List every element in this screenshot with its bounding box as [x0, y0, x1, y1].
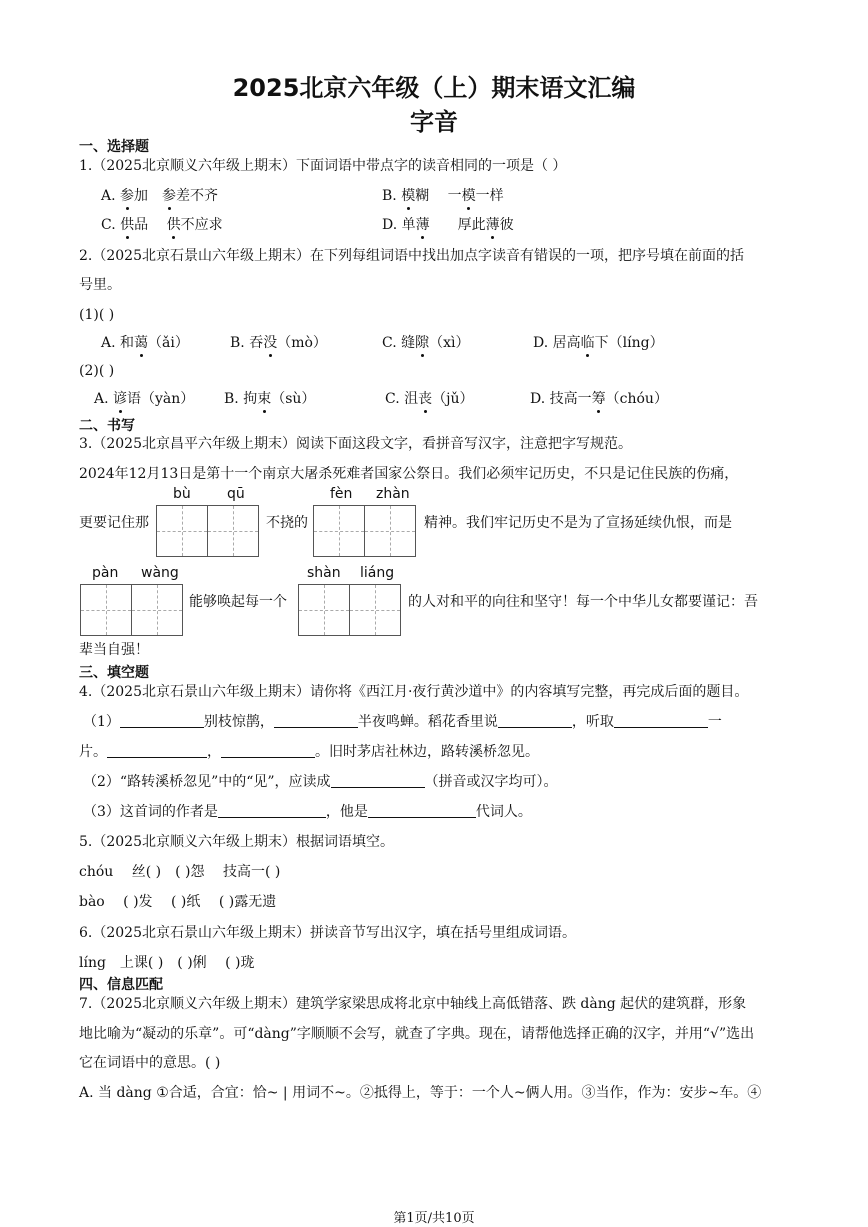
section-heading-writing: 二、书写: [79, 418, 135, 434]
q4-line-1: （1） 别枝惊鹊， 半夜鸣蝉。稻花香里说 ，听取 一: [83, 714, 722, 730]
writing-grid-fenzhan[interactable]: [313, 505, 415, 557]
writing-grid-panwang[interactable]: [80, 584, 182, 636]
q7-line-3: 它在词语中的意思。( ): [79, 1055, 221, 1071]
q2-part2-option-c: C. 沮丧（jǔ）: [385, 391, 474, 407]
q1-option-b: B. 模糊 一模一样: [382, 188, 504, 204]
writing-grid-buqu[interactable]: [156, 505, 258, 557]
q5-line-chou: chóu 丝( ) ( )怨 技高一( ): [79, 864, 281, 880]
q6-stem: 6.（2025北京石景山六年级上期末）拼读音节写出汉字，填在括号里组成词语。: [79, 925, 576, 941]
q2-part1-option-a: A. 和蔼（ǎi）: [101, 335, 189, 351]
blank[interactable]: [107, 743, 207, 758]
page-subtitle: 字音: [410, 108, 458, 136]
blank[interactable]: [614, 713, 708, 728]
q2-stem-line2: 号里。: [79, 277, 121, 293]
q4-line-3: （2）“路转溪桥忽见”中的“见”，应读成 （拼音或汉字均可）。: [83, 774, 558, 790]
grid-cell[interactable]: [207, 505, 259, 557]
pinyin-wang: wàng: [141, 565, 179, 581]
blank[interactable]: [221, 743, 315, 758]
q2-part1-option-c: C. 缝隙（xì）: [382, 335, 470, 351]
blank[interactable]: [274, 713, 358, 728]
q2-part2-option-a: A. 谚语（yàn）: [94, 391, 195, 407]
blank[interactable]: [368, 803, 476, 818]
q3-text-6: 辈当自强！: [79, 642, 149, 658]
pinyin-pan: pàn: [92, 565, 119, 581]
pinyin-shan: shàn: [307, 565, 341, 581]
pinyin-fen: fèn: [330, 486, 353, 502]
blank[interactable]: [120, 713, 204, 728]
blank[interactable]: [498, 713, 572, 728]
q1-option-c: C. 供品 供不应求: [101, 217, 223, 233]
q4-line-4: （3）这首词的作者是 ，他是 代词人。: [83, 804, 532, 820]
q3-text-4: 能够唤起每一个: [189, 594, 287, 610]
pinyin-liang: liáng: [360, 565, 395, 581]
q7-line-4: A. 当 dàng ①合适，合宜：恰~ | 用词不~。②抵得上，等于：一个人~俩人用。③当作，作为：安步~车。④: [79, 1085, 762, 1101]
grid-cell[interactable]: [131, 584, 183, 636]
pinyin-qu: qū: [227, 486, 245, 502]
page-footer: 第1页/共10页: [393, 1211, 475, 1226]
q1-option-d: D. 单薄 厚此薄彼: [382, 217, 514, 233]
q1-stem: 1.（2025北京顺义六年级上期末）下面词语中带点字的读音相同的一项是（ ）: [79, 158, 567, 174]
q7-line-2: 地比喻为“凝动的乐章”。可“dàng”字顺顺不会写，就查了字典。现在，请帮他选择正确的汉字，并用“√”选出: [79, 1026, 755, 1042]
section-heading-fill: 三、填空题: [79, 665, 149, 681]
q7-line-1: 7.（2025北京顺义六年级上期末）建筑学家梁思成将北京中轴线上高低错落、跌 dàng 起伏的建筑群，形象: [79, 996, 747, 1012]
q3-stem: 3.（2025北京昌平六年级上期末）阅读下面这段文字，看拼音写汉字，注意把字写规范。: [79, 436, 632, 452]
q6-line-ling: líng 上课( ) ( )俐 ( )珑: [79, 955, 255, 971]
q3-text-1: 更要记住那: [79, 515, 149, 531]
blank[interactable]: [218, 803, 326, 818]
q4-stem: 4.（2025北京石景山六年级上期末）请你将《西江月·夜行黄沙道中》的内容填写完整，再完成后面的题目。: [79, 684, 749, 700]
grid-cell[interactable]: [349, 584, 401, 636]
section-heading-matching: 四、信息匹配: [79, 977, 163, 993]
q2-part2-option-d: D. 技高一筹（chóu）: [530, 391, 668, 407]
blank[interactable]: [331, 773, 425, 788]
q5-stem: 5.（2025北京顺义六年级上期末）根据词语填空。: [79, 834, 394, 850]
grid-cell[interactable]: [313, 505, 365, 557]
q3-text-3: 精神。我们牢记历史不是为了宣扬延续仇恨，而是: [424, 515, 732, 531]
q2-part1-option-b: B. 吞没（mò）: [230, 335, 327, 351]
grid-cell[interactable]: [364, 505, 416, 557]
grid-cell[interactable]: [80, 584, 132, 636]
grid-cell[interactable]: [156, 505, 208, 557]
q2-part2-label: (2)( ): [79, 363, 115, 379]
q5-line-bao: bào ( )发 ( )纸 ( )露无遗: [79, 894, 277, 910]
q2-part1-option-d: D. 居高临下（líng）: [533, 335, 664, 351]
q3-passage-line1: 2024年12月13日是第十一个南京大屠杀死难者国家公祭日。我们必须牢记历史，不只是记住民族的伤痛，: [79, 466, 739, 482]
pinyin-zhan: zhàn: [376, 486, 410, 502]
pinyin-bu: bù: [173, 486, 191, 502]
page-title: 2025北京六年级（上）期末语文汇编: [232, 74, 636, 102]
grid-cell[interactable]: [298, 584, 350, 636]
q2-part1-label: (1)( ): [79, 307, 115, 323]
q3-text-5: 的人对和平的向往和坚守！每一个中华儿女都要谨记：吾: [408, 594, 758, 610]
q3-text-2: 不挠的: [266, 515, 308, 531]
section-heading-choice: 一、选择题: [79, 139, 149, 155]
writing-grid-shanliang[interactable]: [298, 584, 400, 636]
q1-option-a: A. 参加 参差不齐: [101, 188, 219, 204]
q2-stem-line1: 2.（2025北京石景山六年级上期末）在下列每组词语中找出加点字读音有错误的一项，把序号填在前面的括: [79, 248, 744, 264]
q4-line-2: 片。 ， 。旧时茅店社林边，路转溪桥忽见。: [79, 744, 539, 760]
q2-part2-option-b: B. 拘束（sù）: [224, 391, 316, 407]
